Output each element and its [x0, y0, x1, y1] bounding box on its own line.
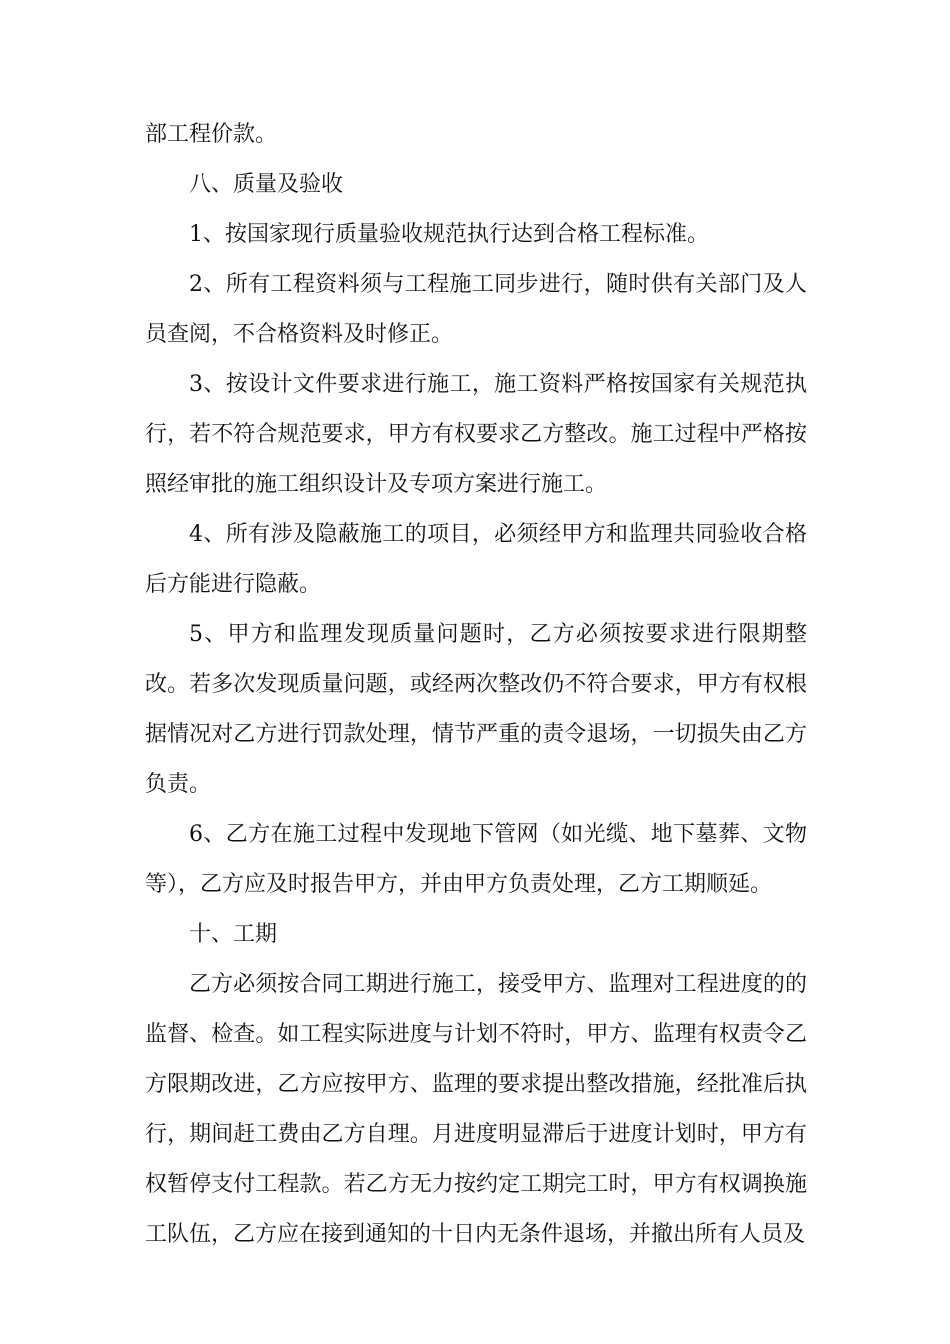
schedule-paragraph: 乙方必须按合同工期进行施工，接受甲方、监理对工程进度的的监督、检查。如工程实际进度与计划不符时，甲方、监理有权责令乙方限期改进，乙方应按甲方、监理的要求提出整改措施，经批准后执行，期间赶工费由乙方自理。月进度明显滞后于进度计划时，甲方有权暂停支付工程款。若乙方无力按约定工期完工时，甲方有权调换施工队伍，乙方应在接到通知的十日内无条件退场，并撤出所有人员及 [145, 972, 807, 1247]
section-heading-schedule: 十、工期 [189, 922, 278, 947]
paragraph-continuation: 部工程价款。 [145, 122, 278, 147]
clause-6: 6、乙方在施工过程中发现地下管网（如光缆、地下墓葬、文物等），乙方应及时报告甲方，并由甲方负责处理，乙方工期顺延。 [145, 822, 807, 897]
clause-1: 1、按国家现行质量验收规范执行达到合格工程标准。 [189, 222, 709, 247]
clause-5: 5、甲方和监理发现质量问题时，乙方必须按要求进行限期整改。若多次发现质量问题，或经两次整改仍不符合要求，甲方有权根据情况对乙方进行罚款处理，情节严重的责令退场，一切损失由乙方负责。 [145, 622, 807, 797]
clause-3: 3、按设计文件要求进行施工，施工资料严格按国家有关规范执行，若不符合规范要求，甲方有权要求乙方整改。施工过程中严格按照经审批的施工组织设计及专项方案进行施工。 [145, 372, 807, 497]
clause-2: 2、所有工程资料须与工程施工同步进行，随时供有关部门及人员查阅，不合格资料及时修正。 [145, 272, 807, 347]
section-heading-quality-acceptance: 八、质量及验收 [189, 172, 344, 197]
clause-4: 4、所有涉及隐蔽施工的项目，必须经甲方和监理共同验收合格后方能进行隐蔽。 [145, 522, 807, 597]
document-body [145, 110, 807, 1260]
